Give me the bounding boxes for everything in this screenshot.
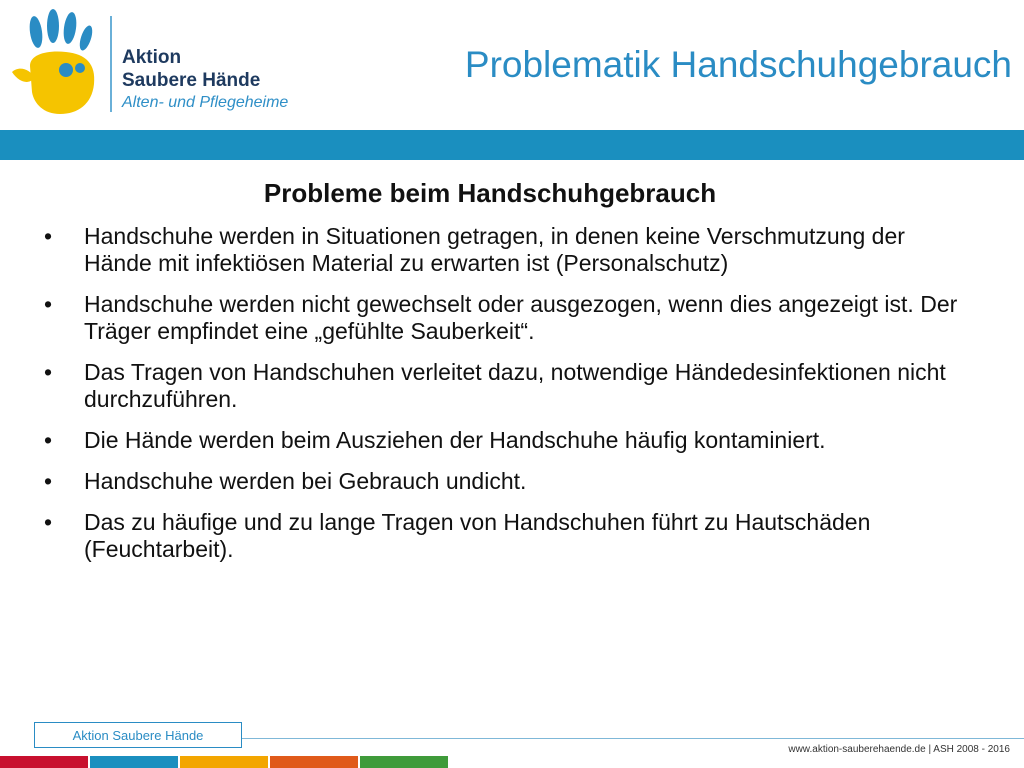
header-band [0, 130, 1024, 160]
logo-line-2: Saubere Hände [122, 70, 261, 91]
bullet-text: Das zu häufige und zu lange Tragen von Handschuhen führt zu Hautschäden (Feuchtarbeit). [84, 509, 871, 562]
bullet-item [40, 509, 970, 563]
footer-stripe [0, 756, 88, 768]
footer-label-box: Aktion Saubere Hände [34, 722, 242, 748]
bullet-text: Handschuhe werden in Situationen getragen, in denen keine Verschmutzung der Hände mit infektiösen Material zu erwarten ist (Personalschutz) [84, 223, 905, 276]
bullet-dot: • [44, 359, 53, 385]
bullet-item [40, 291, 970, 345]
section-subtitle: Probleme beim Handschuhgebrauch [263, 178, 717, 208]
bullet-dot: • [44, 509, 53, 535]
bullet-text: Handschuhe werden nicht gewechselt oder ausgezogen, wenn dies angezeigt ist. Der Träger empfindet eine „gefühlte Sauberkeit“. [84, 291, 958, 344]
bullet-item [40, 359, 970, 413]
bullet-item [40, 427, 970, 454]
bullet-text: Das Tragen von Handschuhen verleitet dazu, notwendige Händedesinfektionen nicht durchzuführen. [84, 359, 946, 412]
footer-stripe [270, 756, 358, 768]
footer-stripe [180, 756, 268, 768]
hand-print-icon [8, 8, 108, 120]
bullet-dot: • [44, 291, 53, 317]
logo-line-1: Aktion [122, 47, 182, 68]
bullet-item [40, 223, 970, 277]
slide-content [40, 178, 970, 577]
footer-rule [242, 738, 1024, 739]
footer-stripe [360, 756, 448, 768]
footer-stripe [90, 756, 178, 768]
footer-color-stripes [0, 756, 450, 768]
bullet-dot: • [44, 427, 53, 453]
bullet-text: Die Hände werden beim Ausziehen der Handschuhe häufig kontaminiert. [84, 427, 826, 453]
bullet-list [40, 223, 970, 563]
footer-source-text: www.aktion-sauberehaende.de | ASH 2008 - 2016 [788, 744, 1010, 755]
bullet-text: Handschuhe werden bei Gebrauch undicht. [84, 468, 527, 494]
bullet-dot: • [44, 468, 53, 494]
logo-line-3: Alten- und Pflegeheime [122, 94, 289, 111]
page-title: Problematik Handschuhgebrauch [464, 44, 1012, 85]
bullet-dot: • [44, 223, 53, 249]
bullet-item [40, 468, 970, 495]
logo-divider [110, 16, 112, 112]
logo-text [122, 46, 288, 114]
